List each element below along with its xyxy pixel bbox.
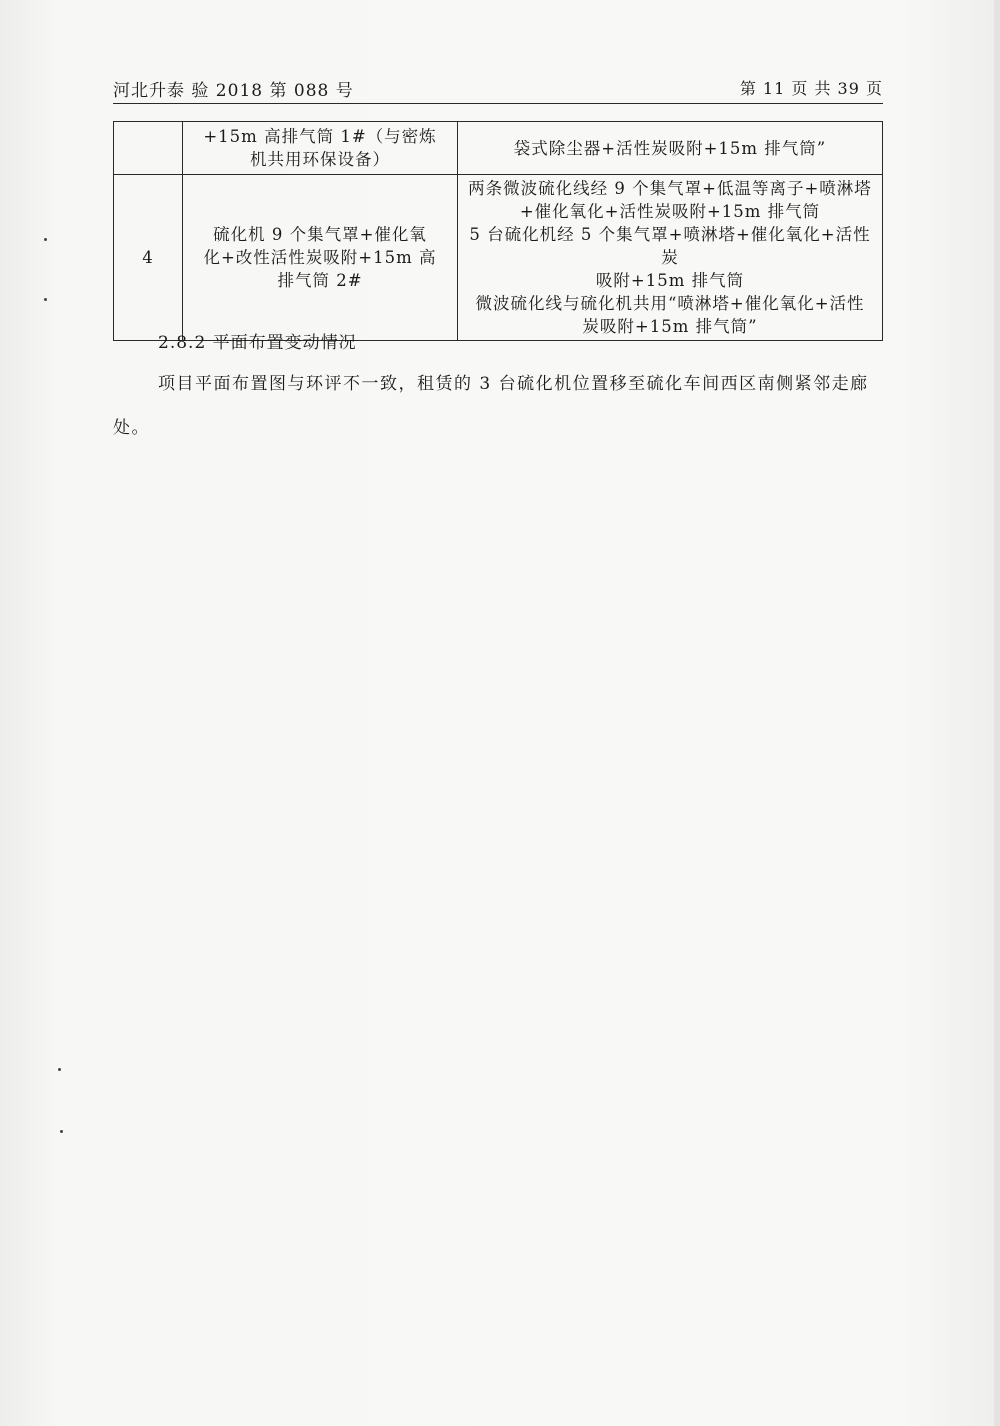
page-header [113, 70, 883, 100]
page-edge [994, 0, 1000, 1426]
cell-line: 排气筒 2# [277, 271, 363, 290]
cell-line: 硫化机 9 个集气罩+催化氧 [213, 225, 427, 244]
cell-line: 两条微波硫化线经 9 个集气罩+低温等离子+喷淋塔 [468, 179, 872, 198]
scan-speck [44, 238, 47, 241]
row-number-cell: 4 [114, 175, 183, 341]
cell-line: 机共用环保设备） [250, 150, 390, 169]
scan-speck [58, 1068, 61, 1071]
actual-cell [458, 122, 883, 175]
scan-speck [60, 1130, 63, 1133]
table-row [114, 122, 883, 175]
cell-line: 化+改性活性炭吸附+15m 高 [203, 248, 437, 267]
facility-table [113, 121, 883, 341]
cell-line: +催化氧化+活性炭吸附+15m 排气筒 [519, 202, 821, 221]
facility-cell [183, 175, 458, 341]
page-number: 第 11 页 共 39 页 [739, 79, 883, 98]
facility-cell [183, 122, 458, 175]
report-number: 河北升泰 验 2018 第 088 号 [113, 81, 354, 101]
section-paragraph: 项目平面布置图与环评不一致，租赁的 3 台硫化机位置移至硫化车间西区南侧紧邻走廊处。 [113, 374, 869, 438]
cell-line: 炭吸附+15m 排气筒” [582, 317, 758, 336]
cell-line: +15m 高排气筒 1#（与密炼 [203, 127, 437, 146]
header-rule [113, 103, 883, 104]
cell-line: 吸附+15m 排气筒 [595, 271, 745, 290]
cell-line: 5 台硫化机经 5 个集气罩+喷淋塔+催化氧化+活性炭 [469, 225, 871, 267]
section-heading: 2.8.2 平面布置变动情况 [158, 333, 357, 353]
cell-line: 微波硫化线与硫化机共用“喷淋塔+催化氧化+活性 [475, 294, 865, 313]
row-number-cell [114, 122, 183, 175]
table-row [114, 175, 883, 341]
cell-line: 袋式除尘器+活性炭吸附+15m 排气筒” [513, 138, 827, 158]
scan-speck [44, 298, 47, 301]
actual-cell [458, 175, 883, 341]
